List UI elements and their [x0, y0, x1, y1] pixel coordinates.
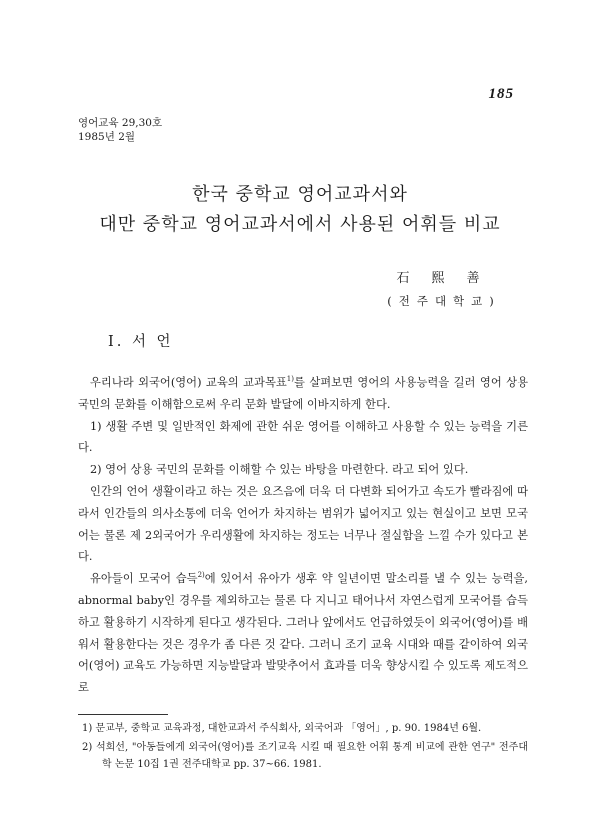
- author-name: 石熙善: [396, 271, 502, 286]
- paragraph-text: 에 있어서 유아가 생후 약 일년이면 말소리를 낼 수 있는 능력을, abnormal baby인 경우를 제외하고는 물론 다 지니고 태어나서 자연스럽게 모국어를 습득하고 활용하기 시작하게 된다고 생각된다. 그러나 앞에서도 언급하였듯이 외국어(영어)를 배워서 활용한다는 것은 경우가 좀 다른 것 같다. 그러니 조기 교육 시대와 때를 같이하여 외국어(영어) 교육도 가능하면 지능발달과 발맞추어서 효과를 더욱 향상시킬 수 있도록 제도적으로: [78, 572, 528, 695]
- journal-issue: 영어교육 29,30호: [78, 117, 163, 129]
- journal-info: [78, 116, 162, 144]
- paragraph-goal-1: 1) 생활 주변 및 일반적인 화제에 관한 쉬운 영어를 이해하고 사용할 수 있는 능력을 기른다.: [78, 419, 528, 455]
- author-affiliation: (전주대학교): [387, 294, 501, 308]
- paragraph-goal-2: 2) 영어 상용 국민의 문화를 이해할 수 있는 바탕을 마련한다. 라고 되어 있다.: [90, 463, 469, 477]
- paragraph-text: 우리나라 외국어(영어) 교육의 교과목표: [90, 376, 287, 389]
- paper-title: [0, 180, 600, 240]
- body-text: [78, 372, 528, 699]
- section-heading: I. 서 언: [108, 334, 174, 350]
- author-block: [382, 268, 502, 312]
- title-line-2: 대만 중학교 영어교과서에서 사용된 어휘들 비교: [99, 214, 501, 235]
- journal-date: 1985년 2월: [78, 131, 136, 143]
- paragraph-objective: [78, 372, 528, 416]
- footnote-ref-1: 1): [286, 375, 294, 384]
- paragraph-text: 유아들이 모국어 습득: [90, 572, 198, 586]
- footnote-2: 2) 석희선, "아동들에게 외국어(영어)를 조기교육 시킬 때 필요한 어휘 통계 비교에 관한 연구" 전주대학 논문 10집 1권 전주대학교 pp. 37~66. 1981.: [82, 742, 528, 770]
- title-line-1: 한국 중학교 영어교과서와: [192, 184, 408, 205]
- footnote-ref-2: 2): [197, 571, 205, 580]
- footnote-1: 1) 문교부, 중학교 교육과정, 대한교과서 주식회사, 외국어과 「영어」, p. 90. 1984년 6월.: [82, 723, 482, 734]
- footnote-divider: [78, 714, 168, 715]
- paragraph-language-life: 인간의 언어 생활이라고 하는 것은 요즈음에 더욱 더 다변화 되어가고 속도가 빨라짐에 따라서 인간들의 의사소통에 더욱 언어가 차지하는 범위가 넓어지고 있는 현실이고 보면 모국어는 물론 제 2외국어가 우리생활에 차지하는 정도는 너무나 절실함을 느낄 수가 있다고 본다.: [78, 484, 528, 564]
- paragraph-text: 를 살펴보면 영어의 사용능력을 길러 영어 상용 국민의 문화를 이해함으로써 우리 문화 발달에 이바지하게 한다.: [78, 376, 529, 411]
- footnotes: [78, 720, 528, 775]
- page-number: 185: [488, 86, 514, 102]
- paragraph-acquisition: [78, 568, 528, 699]
